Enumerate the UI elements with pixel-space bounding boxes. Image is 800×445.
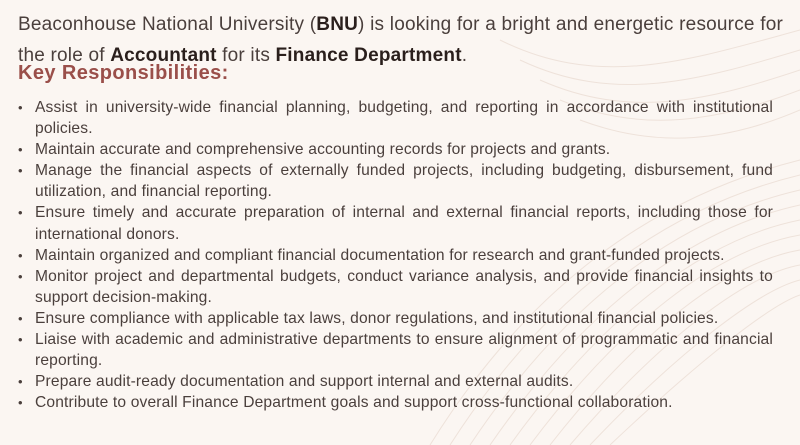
bullet-icon: •	[18, 332, 23, 348]
list-item	[18, 266, 773, 308]
list-item-text: Liaise with academic and administrative departments to ensure alignment of programmatic and financial reporting.	[35, 331, 773, 370]
list-item-text: Assist in university-wide financial planning, budgeting, and reporting in accordance with institutional policies.	[35, 99, 773, 138]
intro-text-2: ) is looking for a bright and energetic resource for the role of	[18, 14, 783, 66]
bullet-icon: •	[18, 395, 23, 411]
list-item-text: Contribute to overall Finance Department goals and support cross-functional collaboration.	[35, 394, 673, 412]
department-name: Finance Department	[275, 45, 462, 66]
list-item	[18, 202, 773, 244]
list-item	[18, 160, 773, 202]
list-item	[18, 308, 773, 329]
intro-text-4: .	[461, 45, 468, 66]
list-item-text: Monitor project and departmental budgets, conduct variance analysis, and provide financial insights to support decision-making.	[35, 267, 773, 306]
job-role: Accountant	[110, 45, 217, 66]
list-item-text: Ensure compliance with applicable tax laws, donor regulations, and institutional financial policies.	[35, 309, 719, 327]
list-item-text: Ensure timely and accurate preparation of internal and external financial reports, including those for international donors.	[35, 204, 773, 243]
bullet-icon: •	[18, 163, 23, 179]
list-item	[18, 392, 773, 413]
list-item-text: Maintain accurate and comprehensive accounting records for projects and grants.	[35, 141, 611, 159]
bullet-icon: •	[18, 205, 23, 221]
list-item	[18, 329, 773, 371]
intro-text-3: for its	[216, 45, 276, 66]
list-item-text: Prepare audit-ready documentation and support internal and external audits.	[35, 373, 574, 391]
bullet-icon: •	[18, 310, 23, 326]
list-item	[18, 245, 773, 266]
bullet-icon: •	[18, 100, 23, 115]
bullet-icon: •	[18, 142, 23, 158]
intro-text-1: Beaconhouse National University (	[18, 14, 317, 35]
bullet-icon: •	[18, 268, 23, 284]
list-item-text: Maintain organized and compliant financial documentation for research and grant-funded projects.	[35, 246, 725, 264]
list-item	[18, 139, 773, 160]
university-abbreviation: BNU	[316, 14, 359, 35]
responsibilities-list	[18, 97, 773, 413]
bullet-icon: •	[18, 247, 23, 263]
list-item	[18, 97, 773, 139]
section-heading: Key Responsibilities:	[18, 62, 229, 84]
list-item	[18, 371, 773, 392]
bullet-icon: •	[18, 374, 23, 390]
list-item-text: Manage the financial aspects of externally funded projects, including budgeting, disbursement, fund utilization, and financial reporting.	[35, 162, 773, 201]
